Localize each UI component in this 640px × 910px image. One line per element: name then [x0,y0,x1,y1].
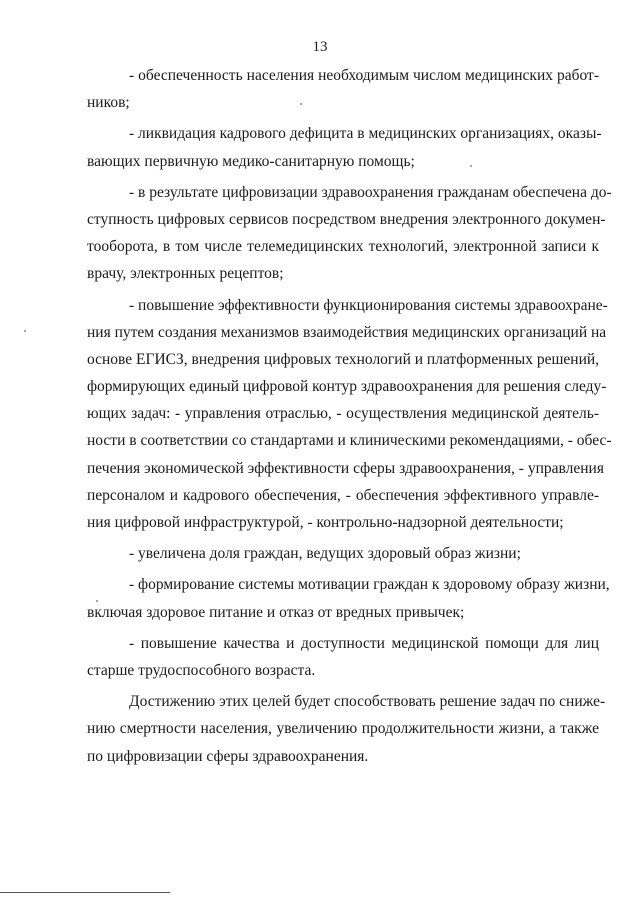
scan-speck [470,165,472,167]
paragraph [87,688,606,770]
text-line: ности в соответствии со стандартами и клиническими рекомендациями, - обес- [87,432,612,450]
text-line: по цифровизации сферы здравоохранения. [87,747,369,765]
text-line: нию смертности населения, увеличению продолжительности жизни, а также [87,720,599,738]
text-line: ющих задач: - управления отраслью, - осуществления медицинской деятель- [87,405,599,423]
text-line: печения экономической эффективности сферы здравоохранения, - управления [87,459,604,477]
paragraph [87,292,612,537]
text-line: вающих первичную медико-санитарную помощь; [87,152,415,170]
paragraph [87,120,602,174]
text-line: персоналом и кадрового обеспечения, - обеспечения эффективного управле- [87,486,599,504]
text-line: ступность цифровых сервисов посредством внедрения электронного докумен- [87,210,606,228]
bottom-scan-edge [0,892,170,893]
text-line: - повышение эффективности функционирования системы здравоохране- [129,296,608,314]
text-line: - увеличена доля граждан, ведущих здоровый образ жизни; [129,545,521,563]
text-line: - обеспеченность населения необходимым числом медицинских работ- [129,67,599,84]
text-line: формирующих единый цифровой контур здравоохранения для решения следу- [87,378,607,396]
text-line: - формирование системы мотивации граждан к здоровому образу жизни, [129,576,610,594]
text-line: основе ЕГИСЗ, внедрения цифровых технологий и платформенных решений, [87,350,600,368]
text-line: тооборота, в том числе телемедицинских технологий, электронной записи к [87,238,599,256]
text-line: старше трудоспособного возраста. [87,661,316,679]
scan-speck [96,600,98,602]
text-line: Достижению этих целей будет способствовать решение задач по сниже- [129,693,606,711]
text-line: - повышение качества и доступности медицинской помощи для лиц [129,634,599,652]
text-line: врачу, электронных рецептов; [87,265,284,283]
text-line: включая здоровое питание и отказ от вредных привычек; [87,603,465,621]
document-body [87,62,612,770]
page-number: 13 [312,39,328,55]
paragraph [87,62,599,116]
text-line: ников; [87,94,130,112]
paragraph [87,540,599,567]
paragraph [87,571,610,625]
paragraph [87,179,612,288]
text-line: - ликвидация кадрового дефицита в медицинских организациях, оказы- [129,125,602,143]
text-line: - в результате цифровизации здравоохранения гражданам обеспечена до- [129,183,612,201]
text-line: ния цифровой инфраструктурой, - контрольно-надзорной деятельности; [87,514,564,531]
paragraph [87,630,599,684]
scan-speck [24,330,26,332]
scan-speck [300,103,302,105]
text-line: ния путем создания механизмов взаимодействия медицинских организаций на [87,323,607,341]
